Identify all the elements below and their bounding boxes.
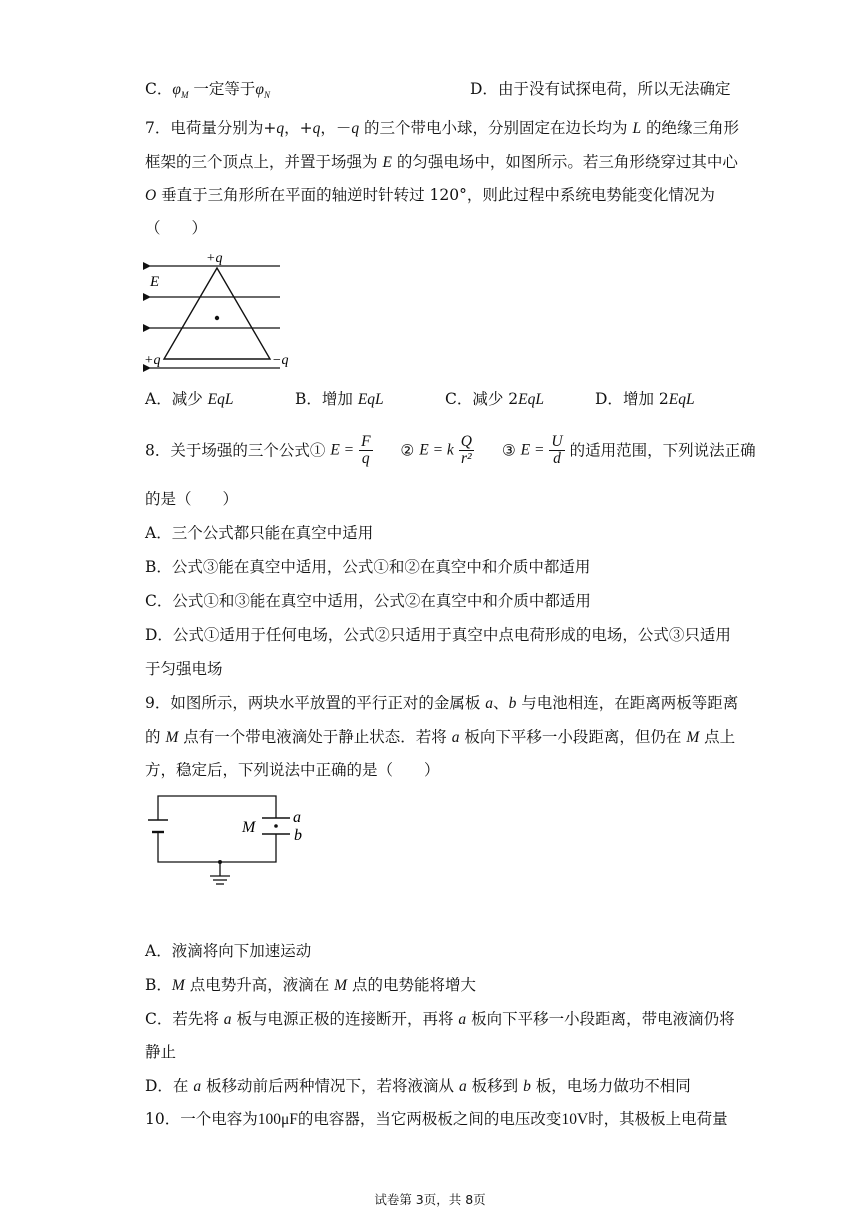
q7-option-d: D．增加 2EqL [595, 390, 695, 408]
field-lines [150, 266, 280, 368]
formula-1-fraction: $\frac{F}{q}$ [361, 433, 371, 467]
q7-answer-paren: （ ） [145, 219, 208, 237]
q9-option-a: A．液滴将向下加速运动 [145, 942, 312, 960]
page-footer: 试卷第 3页，共 8页 [374, 1192, 486, 1207]
q7-stem-line2: 框架的三个顶点上，并置于场强为 E 的匀强电场中，如图所示。若三角形绕穿过其中心 [145, 153, 738, 171]
triangle-frame [164, 268, 270, 359]
q8-option-b: B．公式③能在真空中适用，公式①和②在真空中和介质中都适用 [145, 558, 591, 576]
q10-stem-line1: 10．一个电容为100μF的电容器，当它两极板之间的电压改变10V时，其极板上电荷量 [145, 1110, 728, 1128]
q9-option-c: C．若先将 a 板与电源正极的连接断开，再将 a 板向下平移一小段距离，带电液滴仍将 [145, 1010, 735, 1028]
q9-option-d: D．在 a 板移动前后两种情况下，若将液滴从 a 板移到 b 板，电场力做功不相同 [145, 1077, 691, 1095]
ground-node-dot [218, 860, 222, 864]
label-top-charge: +q [206, 251, 223, 266]
q6-option-d: D．由于没有试探电荷，所以无法确定 [470, 80, 731, 98]
q9-stem-line2: 的 M 点有一个带电液滴处于静止状态．若将 a 板向下平移一小段距离，但仍在 M 点上 [145, 728, 736, 746]
q7-option-c: C．减少 2EqL [445, 390, 545, 408]
label-a: a [293, 809, 301, 826]
q7-stem-line3: O 垂直于三角形所在平面的轴逆时针转过 120°，则此过程中系统电势能变化情况为 [145, 186, 715, 204]
formula-2-fraction: $\frac{Q}{\text{r²}}$ [460, 433, 472, 467]
q7-option-b: B．增加 EqL [295, 390, 384, 408]
q9-option-b: B．M 点电势升高，液滴在 M 点的电势能将增大 [145, 976, 477, 994]
label-b: b [294, 827, 302, 844]
q8-option-d-cont: 于匀强电场 [145, 660, 223, 678]
formula-3-fraction: $\frac{U}{d}$ [551, 433, 563, 467]
q9-option-c-cont: 静止 [145, 1043, 177, 1061]
q7-option-a: A．减少 EqL [145, 390, 234, 408]
label-m: M [242, 819, 256, 836]
q7-stem-line1: 7．电荷量分别为+q，+q，－q 的三个带电小球，分别固定在边长均为 L 的绝缘三角形 [145, 119, 740, 137]
q7-triangle-field-figure [140, 246, 300, 376]
label-right-charge: −q [272, 353, 289, 368]
q6-option-c: C．$\varphi_M$ 一定等于$\varphi_N$ [145, 80, 270, 100]
q9-stem-line1: 9．如图所示，两块水平放置的平行正对的金属板 a、b 与电池相连，在距离两板等距离 [145, 694, 739, 712]
q8-option-a: A．三个公式都只能在真空中适用 [145, 524, 374, 542]
center-o-dot [215, 316, 219, 320]
label-left-charge: +q [144, 353, 161, 368]
q8-option-c: C．公式①和③能在真空中适用，公式②在真空中和介质中都适用 [145, 592, 591, 610]
label-field-e: E [150, 274, 160, 290]
q8-stem-line1: 8．关于场强的三个公式① E = $\frac{F}{q}$ ② E = k $\frac{Q}{\text{r²}}$ ③ E = $\frac{U}{d}$ 的适用范围，下列说法正确 [145, 433, 756, 467]
q9-stem-line3: 方，稳定后，下列说法中正确的是（ ） [145, 761, 440, 779]
droplet-m-dot [274, 824, 278, 828]
q9-circuit-figure [140, 788, 320, 892]
q8-stem-line2: 的是（ ） [145, 490, 239, 508]
q8-option-d: D．公式①适用于任何电场，公式②只适用于真空中点电荷形成的电场，公式③只适用 [145, 626, 731, 644]
